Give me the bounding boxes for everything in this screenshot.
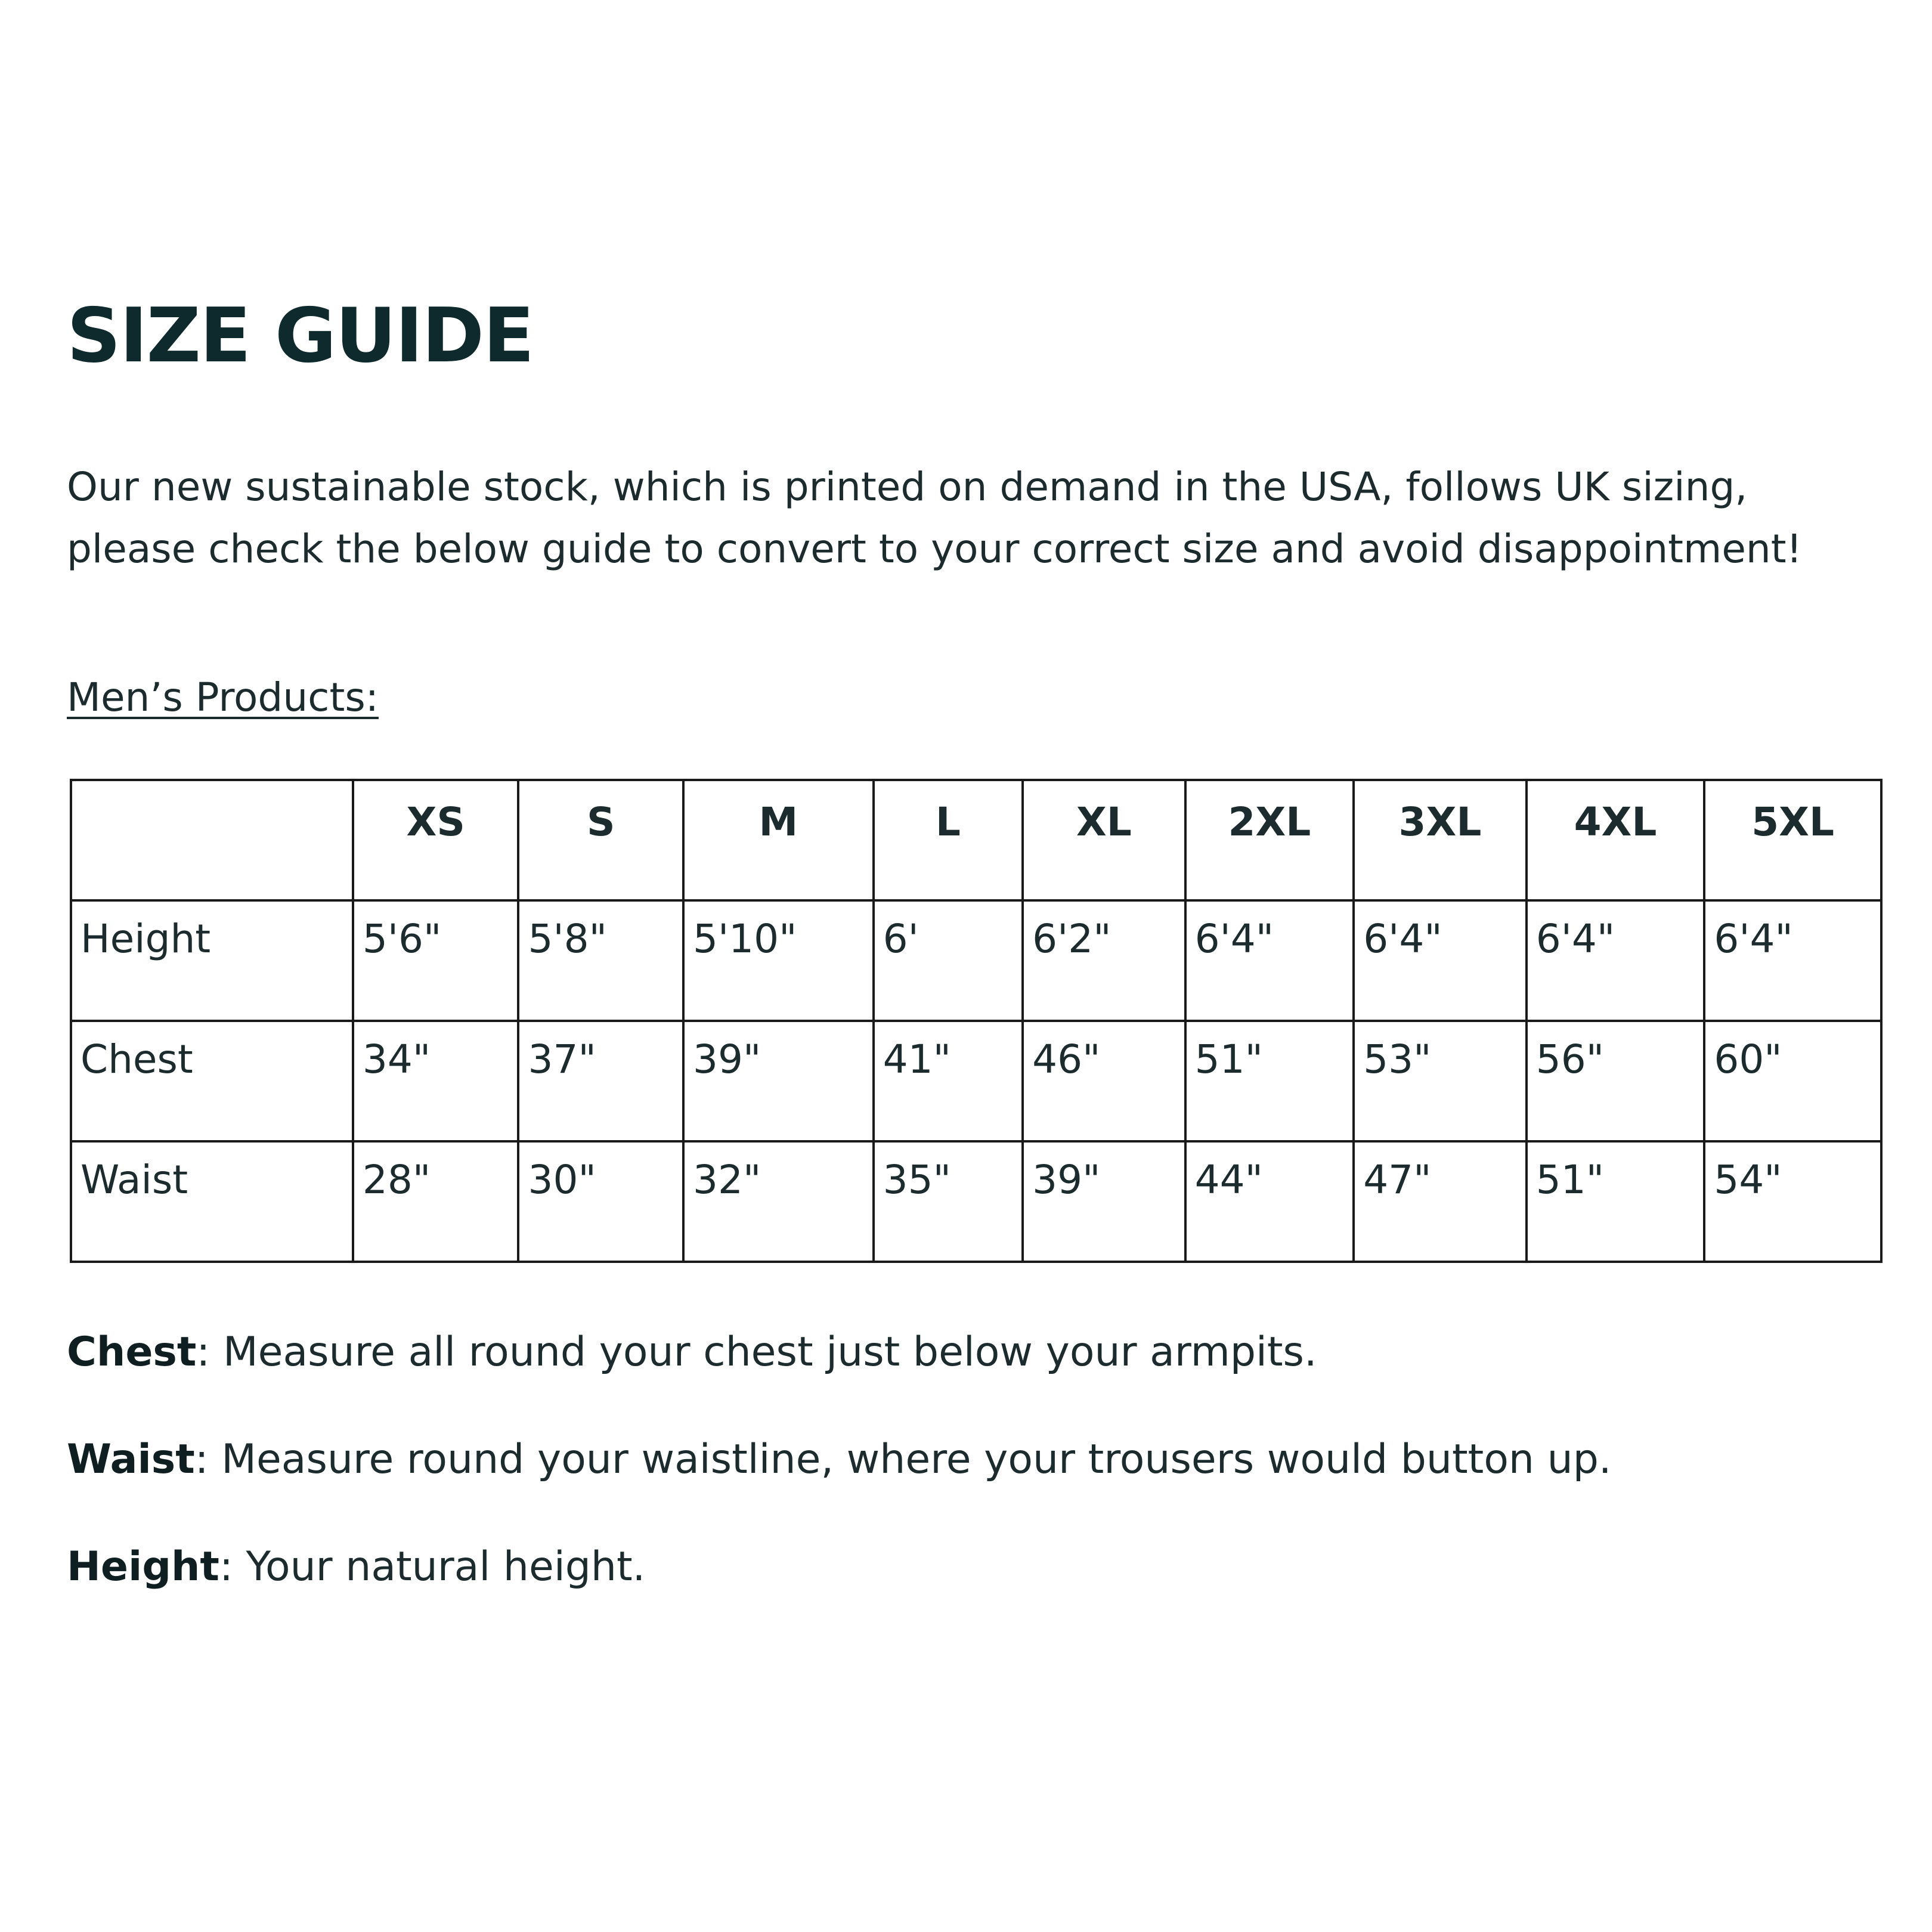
- table-cell: 35": [874, 1141, 1023, 1262]
- table-row: [71, 1141, 1881, 1262]
- table-cell: 47": [1354, 1141, 1527, 1262]
- table-cell: 6': [874, 900, 1023, 1021]
- size-table: [70, 779, 1883, 1263]
- table-cell: 41": [874, 1021, 1023, 1141]
- table-cell: 32": [683, 1141, 874, 1262]
- note-text: : Measure all round your chest just below your armpits.: [196, 1329, 1317, 1376]
- table-cell: 5'10": [683, 900, 874, 1021]
- table-cell: 44": [1185, 1141, 1354, 1262]
- row-label: Chest: [71, 1021, 353, 1141]
- table-cell: 51": [1185, 1021, 1354, 1141]
- table-header-cell: L: [874, 780, 1023, 900]
- table-header-cell: S: [518, 780, 683, 900]
- row-label: Waist: [71, 1141, 353, 1262]
- table-cell: 39": [1023, 1141, 1185, 1262]
- table-header-row: [71, 780, 1881, 900]
- table-header-cell: 2XL: [1185, 780, 1354, 900]
- note-term: Chest: [67, 1329, 197, 1376]
- table-cell: 6'4": [1185, 900, 1354, 1021]
- table-cell: 60": [1704, 1021, 1881, 1141]
- note-height: [67, 1538, 1885, 1596]
- note-term: Waist: [67, 1436, 195, 1483]
- table-header-cell: 3XL: [1354, 780, 1527, 900]
- table-cell: 5'8": [518, 900, 683, 1021]
- table-cell: 46": [1023, 1021, 1185, 1141]
- table-cell: 37": [518, 1021, 683, 1141]
- table-header-cell: M: [683, 780, 874, 900]
- section-heading-mens-products: Men’s Products:: [67, 674, 379, 720]
- note-text: : Your natural height.: [219, 1543, 646, 1590]
- intro-paragraph: Our new sustainable stock, which is printed on demand in the USA, follows UK sizing, please check the below guide to convert to your correct size and avoid disappointment!: [67, 464, 1803, 572]
- row-label: Height: [71, 900, 353, 1021]
- table-cell: 6'2": [1023, 900, 1185, 1021]
- table-cell: 53": [1354, 1021, 1527, 1141]
- table-cell: 28": [353, 1141, 519, 1262]
- table-cell: 6'4": [1527, 900, 1705, 1021]
- table-row: [71, 1021, 1881, 1141]
- table-cell: 6'4": [1354, 900, 1527, 1021]
- note-chest: [67, 1324, 1885, 1381]
- table-cell: 34": [353, 1021, 519, 1141]
- table-cell: 5'6": [353, 900, 519, 1021]
- table-cell: 6'4": [1704, 900, 1881, 1021]
- note-term: Height: [67, 1543, 219, 1590]
- table-cell: 30": [518, 1141, 683, 1262]
- table-cell: 56": [1527, 1021, 1705, 1141]
- note-text: : Measure round your waistline, where your trousers would button up.: [194, 1436, 1612, 1483]
- table-cell: 51": [1527, 1141, 1705, 1262]
- table-header-cell: XL: [1023, 780, 1185, 900]
- measurement-notes: [67, 1324, 1885, 1646]
- table-header-cell: [71, 780, 353, 900]
- note-waist: [67, 1431, 1885, 1488]
- table-header-cell: 4XL: [1527, 780, 1705, 900]
- table-header-cell: XS: [353, 780, 519, 900]
- table-cell: 39": [683, 1021, 874, 1141]
- page-title: SIZE GUIDE: [67, 292, 534, 379]
- table-row: [71, 900, 1881, 1021]
- table-header-cell: 5XL: [1704, 780, 1881, 900]
- table-cell: 54": [1704, 1141, 1881, 1262]
